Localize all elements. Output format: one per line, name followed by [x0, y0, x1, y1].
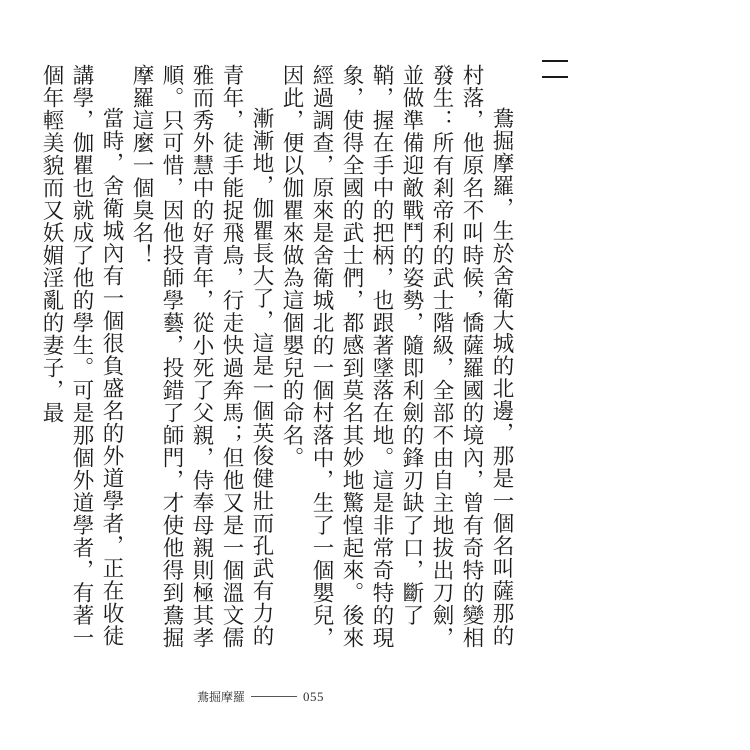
paragraph-2: 漸漸地，伽瞿長大了，這是一個英俊健壯而孔武有力的青年，徒手能捉飛鳥，行走快過奔馬；但他又是一個溫文儒雅而秀外慧中的好青年，從小死了父親，侍奉母親則極其孝順。只可惜，因他投師學藝，投錯了師門，才使他得到鴦掘摩羅這麼一個臭名！ — [129, 64, 274, 649]
chapter-number — [540, 60, 570, 78]
chapter-numeral-stroke-bottom — [542, 76, 568, 78]
paragraph-1: 鴦掘摩羅，生於舍衛大城的北邊，那是一個名叫薩那的村落，他原名不叫時候，憍薩羅國的境內，曾有奇特的變相發生：所有剎帝利的武士階級，全部不由自主地拔出刀劍，並做準備迎敵戰鬥的姿勢，隨即利劍的鋒刃缺了口，斷了鞘，握在手中的把柄，也跟著墜落在地。這是非常奇特的現象，使得全國的武士們，都感到莫名其妙地驚惶起來。後來經過調查，原來是舍衛城北的一個村落中，生了一個嬰兒，因此，便以伽瞿來做為這個嬰兒的命名。 — [279, 64, 514, 649]
footer-rule — [251, 696, 297, 697]
page-footer — [197, 688, 324, 705]
chapter-numeral-stroke-top — [542, 60, 568, 62]
running-title: 鴦掘摩羅 — [197, 690, 246, 704]
paragraph-3: 當時，舍衛城內有一個很負盛名的外道學者，正在收徒講學，伽瞿也就成了他的學生。可是那個外道學者，有著一個年輕美貌而又妖媚淫亂的妻子，最 — [39, 64, 124, 649]
body-text — [36, 64, 516, 664]
page-number: 055 — [303, 688, 325, 704]
